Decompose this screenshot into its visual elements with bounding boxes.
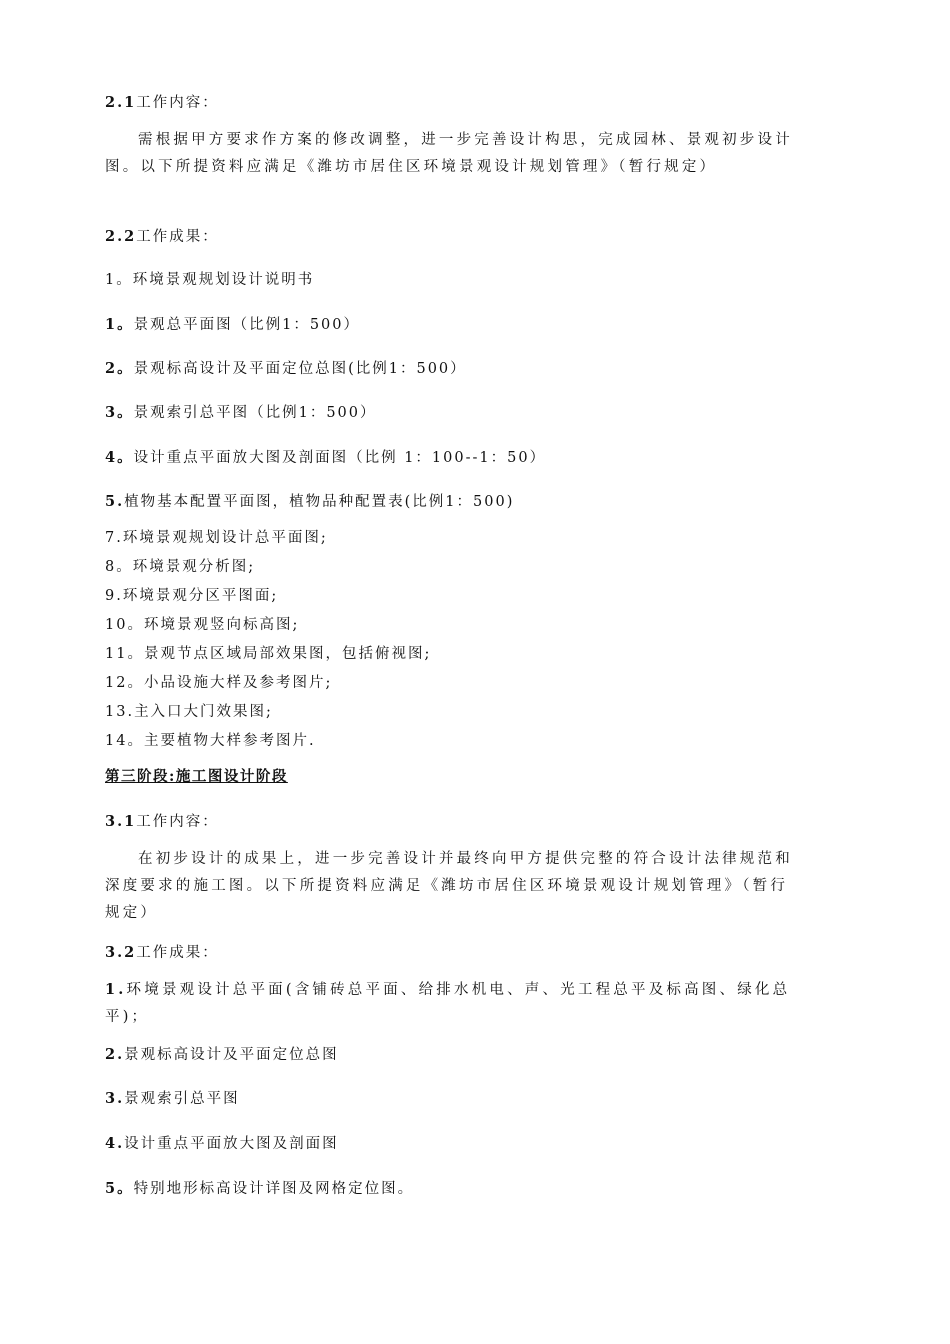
list-item: 11。景观节点区域局部效果图，包括俯视图;	[105, 646, 432, 662]
list-item: 3。景观索引总平图（比例1：500）	[105, 404, 377, 421]
section-2-1-paragraph: 需根据甲方要求作方案的修改调整，进一步完善设计构思，完成园林、景观初步设计图。以下所提资料应满足《潍坊市居住区环境景观设计规划管理》（暂行规定）	[105, 132, 793, 175]
section-2-1-heading: 2.1工作内容：	[105, 94, 219, 111]
list-item: 2。景观标高设计及平面定位总图(比例1：500）	[105, 360, 467, 377]
list-item: 8。环境景观分析图;	[105, 559, 256, 575]
list-item: 14。主要植物大样参考图片.	[105, 733, 316, 749]
list-item: 5.植物基本配置平面图，植物品种配置表(比例1：500)	[105, 493, 515, 510]
section-3-1-heading: 3.1工作内容：	[105, 813, 219, 830]
section-2-2-heading: 2.2工作成果：	[105, 228, 219, 245]
list-item: 12。小品设施大样及参考图片;	[105, 675, 333, 691]
list-item: 1。景观总平面图（比例1：500）	[105, 316, 360, 333]
section-3-2-heading: 3.2工作成果：	[105, 944, 219, 961]
list-item: 5。特别地形标高设计详图及网格定位图。	[105, 1180, 415, 1197]
list-item: 10。环境景观竖向标高图;	[105, 617, 300, 633]
section-3-1-paragraph: 在初步设计的成果上，进一步完善设计并最终向甲方提供完整的符合设计法律规范和深度要求的施工图。以下所提资料应满足《潍坊市居住区环境景观设计规划管理》（暂行规定）	[105, 851, 793, 921]
list-item: 4。设计重点平面放大图及剖面图（比例 1：100--1：50）	[105, 449, 547, 466]
list-item: 13.主入口大门效果图;	[105, 704, 273, 720]
list-item: 7.环境景观规划设计总平面图;	[105, 530, 328, 546]
list-item: 1.环境景观设计总平面(含铺砖总平面、给排水机电、声、光工程总平及标高图、绿化总平)；	[105, 981, 791, 1025]
list-item: 4.设计重点平面放大图及剖面图	[105, 1135, 339, 1152]
list-item: 2.景观标高设计及平面定位总图	[105, 1046, 339, 1063]
list-item: 1。环境景观规划设计说明书	[105, 272, 315, 288]
list-item: 9.环境景观分区平图面;	[105, 588, 279, 604]
stage-3-heading: 第三阶段:施工图设计阶段	[105, 768, 288, 785]
list-item: 3.景观索引总平图	[105, 1090, 240, 1107]
